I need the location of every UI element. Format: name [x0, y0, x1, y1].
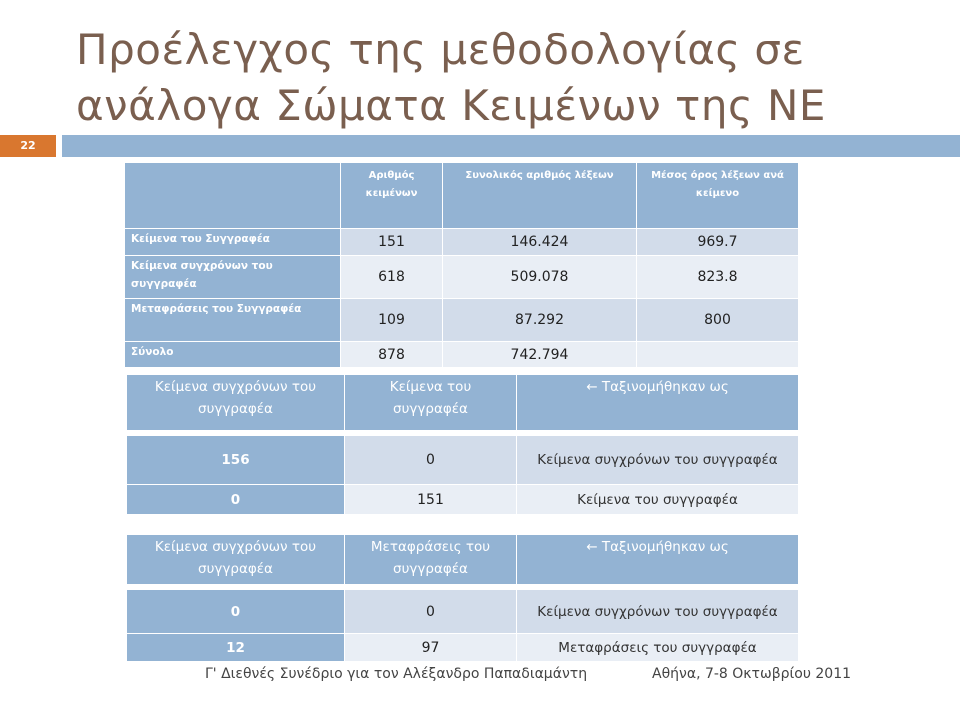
title-divider-bar: [62, 135, 960, 157]
header-cell-words: Συνολικός αριθμός λέξεων: [443, 163, 637, 229]
cell-count: 151: [341, 229, 443, 256]
table-header-row: [127, 375, 799, 431]
header-cell: Κείμενα του συγγραφέα: [345, 375, 517, 431]
cell-classified-as: Κείμενα του συγγραφέα: [517, 485, 799, 515]
cell-author: 151: [345, 485, 517, 515]
cell-classified-as: Κείμενα συγχρόνων του συγγραφέα: [517, 436, 799, 485]
cell-contemporaries: 156: [127, 436, 345, 485]
cell-contemporaries: 12: [127, 634, 345, 662]
cell-classified-as: Κείμενα συγχρόνων του συγγραφέα: [517, 590, 799, 634]
header-cell-empty: [125, 163, 341, 229]
table-row: [125, 256, 799, 299]
table-row: [127, 590, 799, 634]
table-row: [127, 485, 799, 515]
header-cell: Κείμενα συγχρόνων του συγγραφέα: [127, 375, 345, 431]
footer-date: Αθήνα, 7-8 Οκτωβρίου 2011: [652, 666, 852, 682]
table-row: [127, 634, 799, 662]
corpus-stats-table: [124, 162, 799, 368]
header-cell: Κείμενα συγχρόνων του συγγραφέα: [127, 535, 345, 585]
classification-table-contemporaries-vs-translations: [126, 534, 799, 662]
classification-table-contemporaries-vs-author: [126, 374, 799, 515]
cell-avg: [637, 342, 799, 368]
row-label: Κείμενα του Συγγραφέα: [125, 229, 341, 256]
cell-count: 878: [341, 342, 443, 368]
cell-words: 87.292: [443, 299, 637, 342]
slide-title-line-1: Προέλεγχος της μεθοδολογίας σε: [76, 25, 805, 74]
cell-translations: 97: [345, 634, 517, 662]
cell-avg: 800: [637, 299, 799, 342]
footer-conference: Γ' Διεθνές Συνέδριο για τον Αλέξανδρο Παπαδιαμάντη: [205, 666, 588, 682]
row-label: Κείμενα συγχρόνων του συγγραφέα: [125, 256, 341, 299]
slide-number: 22: [0, 135, 56, 157]
slide-title: [76, 22, 936, 134]
table-row: [127, 436, 799, 485]
row-label: Σύνολο: [125, 342, 341, 368]
row-label: Μεταφράσεις του Συγγραφέα: [125, 299, 341, 342]
cell-words: 742.794: [443, 342, 637, 368]
cell-translations: 0: [345, 590, 517, 634]
table-header-row: [127, 535, 799, 585]
cell-author: 0: [345, 436, 517, 485]
header-cell-count: Αριθμός κειμένων: [341, 163, 443, 229]
cell-words: 509.078: [443, 256, 637, 299]
header-cell-classified-as: ← Ταξινομήθηκαν ως: [517, 375, 799, 431]
cell-words: 146.424: [443, 229, 637, 256]
cell-classified-as: Μεταφράσεις του συγγραφέα: [517, 634, 799, 662]
header-cell-classified-as: ← Ταξινομήθηκαν ως: [517, 535, 799, 585]
table-row: [125, 229, 799, 256]
header-cell: Μεταφράσεις του συγγραφέα: [345, 535, 517, 585]
cell-contemporaries: 0: [127, 485, 345, 515]
cell-count: 109: [341, 299, 443, 342]
slide-title-line-2: ανάλογα Σώματα Κειμένων της ΝΕ: [76, 81, 826, 130]
table-header-row: [125, 163, 799, 229]
cell-avg: 969.7: [637, 229, 799, 256]
header-cell-avg: Μέσος όρος λέξεων ανά κείμενο: [637, 163, 799, 229]
cell-count: 618: [341, 256, 443, 299]
table-row: [125, 299, 799, 342]
cell-avg: 823.8: [637, 256, 799, 299]
table-row-total: [125, 342, 799, 368]
cell-contemporaries: 0: [127, 590, 345, 634]
